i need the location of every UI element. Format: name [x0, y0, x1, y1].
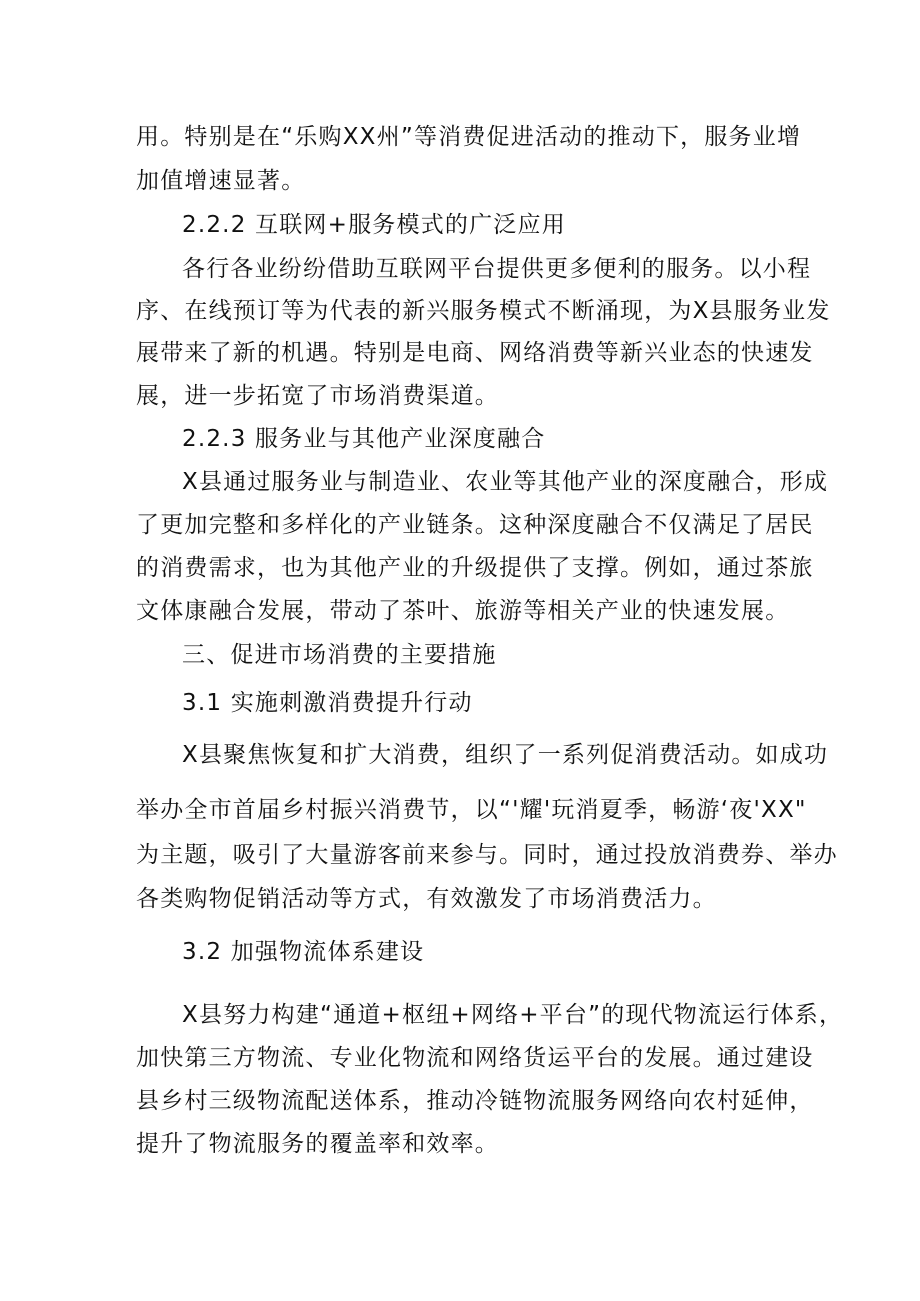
- paragraph-line: 加值增速显著。: [136, 168, 306, 194]
- paragraph-line: 用。特别是在“乐购XX州”等消费促进活动的推动下，服务业增: [136, 124, 802, 150]
- paragraph-line: 的消费需求，也为其他产业的升级提供了支撑。例如，通过茶旅: [136, 555, 814, 581]
- paragraph-line: 举办全市首届乡村振兴消费节，以“'耀'玩消夏季，畅游‘夜'XX": [136, 797, 807, 823]
- paragraph-line: 展，进一步拓宽了市场消费渠道。: [136, 383, 499, 409]
- paragraph-line: 为主题，吸引了大量游客前来参与。同时，通过投放消费券、举办: [136, 842, 838, 868]
- paragraph-line: 县乡村三级物流配送体系，推动冷链物流服务网络向农村延伸，: [136, 1088, 814, 1114]
- paragraph-line: 各行各业纷纷借助互联网平台提供更多便利的服务。以小程: [182, 256, 812, 282]
- paragraph-line: 各类购物促销活动等方式，有效激发了市场消费活力。: [136, 886, 717, 912]
- paragraph-line: 提升了物流服务的覆盖率和效率。: [136, 1131, 499, 1157]
- section-heading-2-2-2: 2.2.2 互联网+服务模式的广泛应用: [182, 212, 566, 238]
- paragraph-line: 展带来了新的机遇。特别是电商、网络消费等新兴业态的快速发: [136, 340, 814, 366]
- paragraph-line: X县努力构建“通道+枢纽+网络+平台”的现代物流运行体系，: [182, 1002, 844, 1028]
- section-heading-2-2-3: 2.2.3 服务业与其他产业深度融合: [182, 426, 546, 452]
- paragraph-line: 文体康融合发展，带动了茶叶、旅游等相关产业的快速发展。: [136, 598, 790, 624]
- paragraph-line: X县通过服务业与制造业、农业等其他产业的深度融合，形成: [182, 469, 829, 495]
- section-heading-3-1: 3.1 实施刺激消费提升行动: [182, 690, 473, 716]
- chapter-heading-3: 三、促进市场消费的主要措施: [182, 642, 497, 668]
- paragraph-line: 序、在线预订等为代表的新兴服务模式不断涌现，为X县服务业发: [136, 298, 831, 324]
- paragraph-line: X县聚焦恢复和扩大消费，组织了一系列促消费活动。如成功: [182, 742, 829, 768]
- paragraph-line: 加快第三方物流、专业化物流和网络货运平台的发展。通过建设: [136, 1045, 814, 1071]
- section-heading-3-2: 3.2 加强物流体系建设: [182, 939, 425, 965]
- paragraph-line: 了更加完整和多样化的产业链条。这种深度融合不仅满足了居民: [136, 512, 814, 538]
